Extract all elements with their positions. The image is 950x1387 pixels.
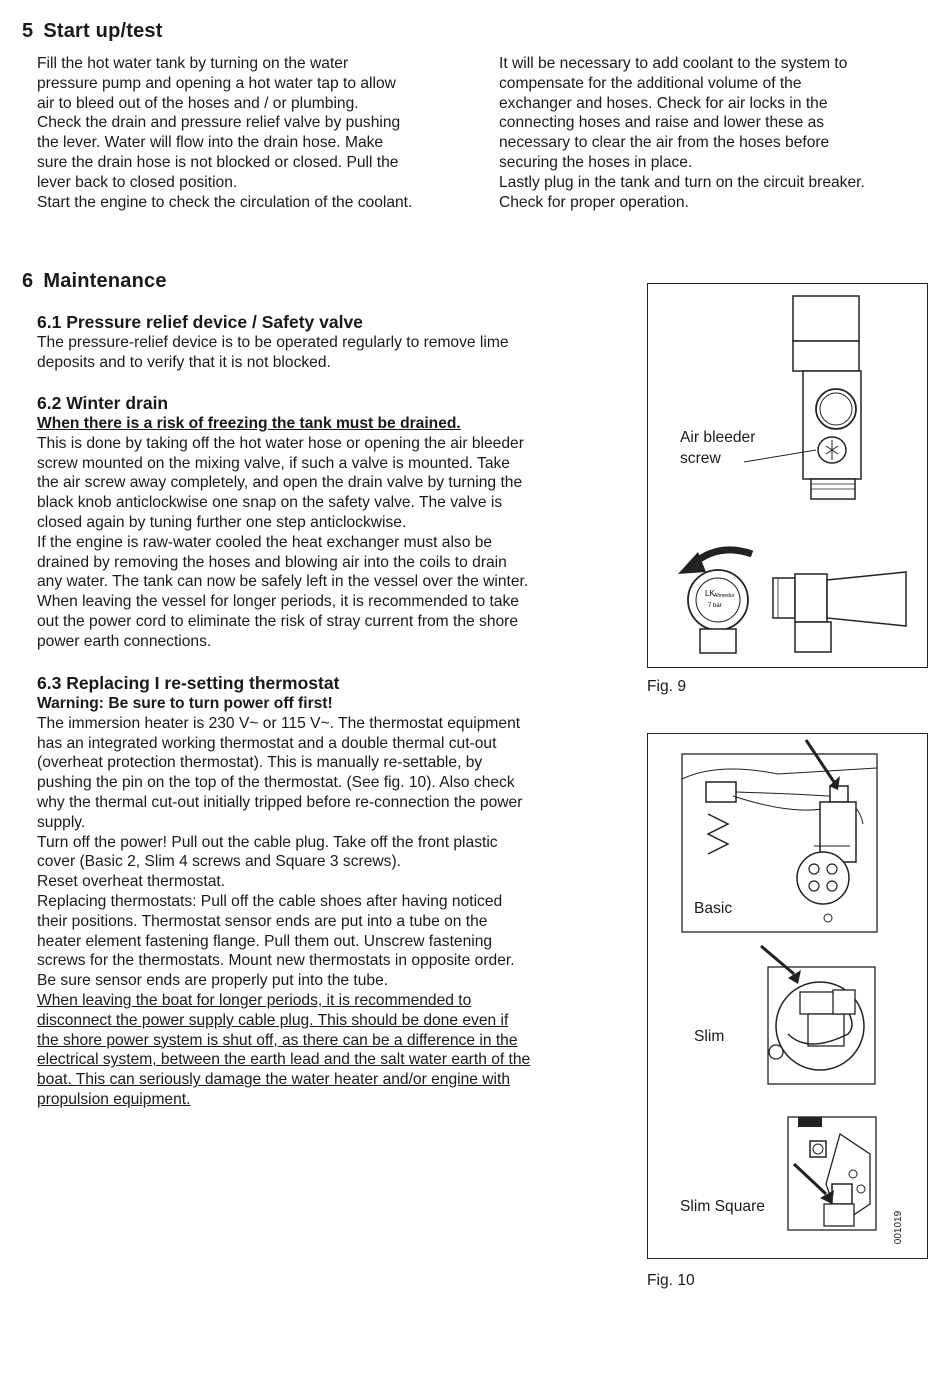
text-line: Be sure sensor ends are properly put into the tube. <box>37 972 389 990</box>
text-line: Check the drain and pressure relief valve by pushing <box>37 114 401 132</box>
text-line: screws for the thermostats. Mount new thermostats in opposite order. <box>37 952 515 970</box>
underlined-line: disconnect the power supply cable plug. This should be done even if <box>37 1011 509 1029</box>
text-line: why the thermal cut-out initially tripped before re-connection the power <box>37 793 523 811</box>
text-line: Turn off the power! Pull out the cable plug. Take off the front plastic <box>37 833 498 851</box>
slim-label: Slim <box>694 1028 725 1045</box>
text-line: pushing the pin on the top of the thermostat. (See fig. 10). Also check <box>37 774 515 792</box>
text-line: any water. The tank can now be safely left in the vessel over the winter. <box>37 573 529 591</box>
text-line: Fill the hot water tank by turning on the water <box>37 55 349 72</box>
text-line: the lever. Water will flow into the drain hose. Make <box>37 134 384 152</box>
text-line: black knob anticlockwise one snap on the safety valve. The valve is <box>37 494 503 512</box>
underlined-line: propulsion equipment. <box>37 1090 191 1108</box>
figure-10-caption: Fig. 10 <box>647 1272 695 1289</box>
underlined-line: When leaving the boat for longer periods, it is recommended to <box>37 991 472 1009</box>
section-6-2-heading: 6.2 Winter drain <box>37 393 169 413</box>
safety-valve-illustration <box>648 284 927 667</box>
text-line: drained by removing the hoses and blowing air into the coils to drain <box>37 553 507 571</box>
section-6-title: Maintenance <box>43 270 167 292</box>
text-line: Lastly plug in the tank and turn on the circuit breaker. <box>499 173 865 191</box>
text-line: Start the engine to check the circulation of the coolant. <box>37 193 413 211</box>
text-line: supply. <box>37 813 86 831</box>
knob-pressure: 7 bar <box>708 603 722 609</box>
text-line: When leaving the vessel for longer periods, it is recommended to take <box>37 593 519 611</box>
section-6-1-text <box>37 333 509 373</box>
knob-brand: Ahmedur <box>714 593 735 599</box>
text-line: closed again by tuning further one step anticlockwise. <box>37 513 407 531</box>
text-line: has an integrated working thermostat and a double thermal cut-out <box>37 734 497 752</box>
section-6-number: 6 <box>22 270 34 292</box>
figure-10-box <box>647 733 928 1259</box>
text-line: cover (Basic 2, Slim 4 screws and Square 3 screws). <box>37 853 401 871</box>
thermostat-warning: Warning: Be sure to turn power off first! <box>37 695 333 712</box>
text-line: screw mounted on the mixing valve, if such a valve is mounted. Take <box>37 454 510 472</box>
text-line: (overheat protection thermostat). This is manually re-settable, by <box>37 754 483 772</box>
air-bleeder-label <box>680 427 755 469</box>
label-line: Air bleeder <box>680 429 756 446</box>
label-line: screw <box>680 450 721 467</box>
text-line: power earth connections. <box>37 632 212 650</box>
section-6-3-text <box>37 694 530 1110</box>
text-line: The immersion heater is 230 V~ or 115 V~. The thermostat equipment <box>37 714 521 732</box>
text-line: necessary to clear the air from the hoses before <box>499 134 830 152</box>
text-line: air to bleed out of the hoses and / or plumbing. <box>37 94 359 112</box>
text-line: out the power cord to eliminate the risk of stray current from the shore <box>37 612 519 630</box>
winter-drain-warning: When there is a risk of freezing the tank must be drained. <box>37 415 461 432</box>
section-6-3-heading: 6.3 Replacing I re-setting thermostat <box>37 673 340 693</box>
text-line: Check for proper operation. <box>499 193 689 211</box>
section-5-title: Start up/test <box>43 20 163 42</box>
underlined-line: the shore power system is shut off, as there can be a difference in the <box>37 1031 518 1049</box>
text-line: compensate for the additional volume of the <box>499 74 802 92</box>
thermostat-illustration <box>648 734 927 1258</box>
text-line: Replacing thermostats: Pull off the cable shoes after having noticed <box>37 892 503 910</box>
text-line: heater element fastening flange. Pull them out. Unscrew fastening <box>37 932 493 950</box>
figure-9-box <box>647 283 928 668</box>
section-6-2-text <box>37 414 528 652</box>
basic-label: Basic <box>694 900 733 917</box>
section-5-number: 5 <box>22 20 34 42</box>
figure-code: 001019 <box>893 1210 905 1245</box>
section-5-left-text <box>37 54 412 212</box>
text-line: their positions. Thermostat sensor ends are put into a tube on the <box>37 912 488 930</box>
section-5-right-text <box>499 54 865 212</box>
slim-square-label: Slim Square <box>680 1198 765 1215</box>
knob-logo: LK <box>705 589 715 598</box>
underlined-line: boat. This can seriously damage the water heater and/or engine with <box>37 1071 511 1089</box>
text-line: Reset overheat thermostat. <box>37 873 226 891</box>
text-line: This is done by taking off the hot water hose or opening the air bleeder <box>37 434 524 452</box>
text-line: pressure pump and opening a hot water tap to allow <box>37 74 396 92</box>
section-6-1-heading: 6.1 Pressure relief device / Safety valve <box>37 312 363 332</box>
text-line: the air screw away completely, and open the drain valve by turning the <box>37 474 523 492</box>
section-6-heading <box>22 270 167 293</box>
text-line: deposits and to verify that it is not blocked. <box>37 353 331 371</box>
section-5-heading <box>22 20 163 43</box>
text-line: It will be necessary to add coolant to the system to <box>499 55 848 72</box>
text-line: The pressure-relief device is to be operated regularly to remove lime <box>37 334 509 351</box>
text-line: sure the drain hose is not blocked or closed. Pull the <box>37 153 399 171</box>
text-line: connecting hoses and raise and lower these as <box>499 114 825 132</box>
figure-9-caption: Fig. 9 <box>647 678 686 695</box>
text-line: lever back to closed position. <box>37 173 238 191</box>
text-line: If the engine is raw-water cooled the heat exchanger must also be <box>37 533 493 551</box>
text-line: securing the hoses in place. <box>499 153 693 171</box>
text-line: exchanger and hoses. Check for air locks in the <box>499 94 828 112</box>
underlined-line: electrical system, between the earth lead and the salt water earth of the <box>37 1051 531 1069</box>
